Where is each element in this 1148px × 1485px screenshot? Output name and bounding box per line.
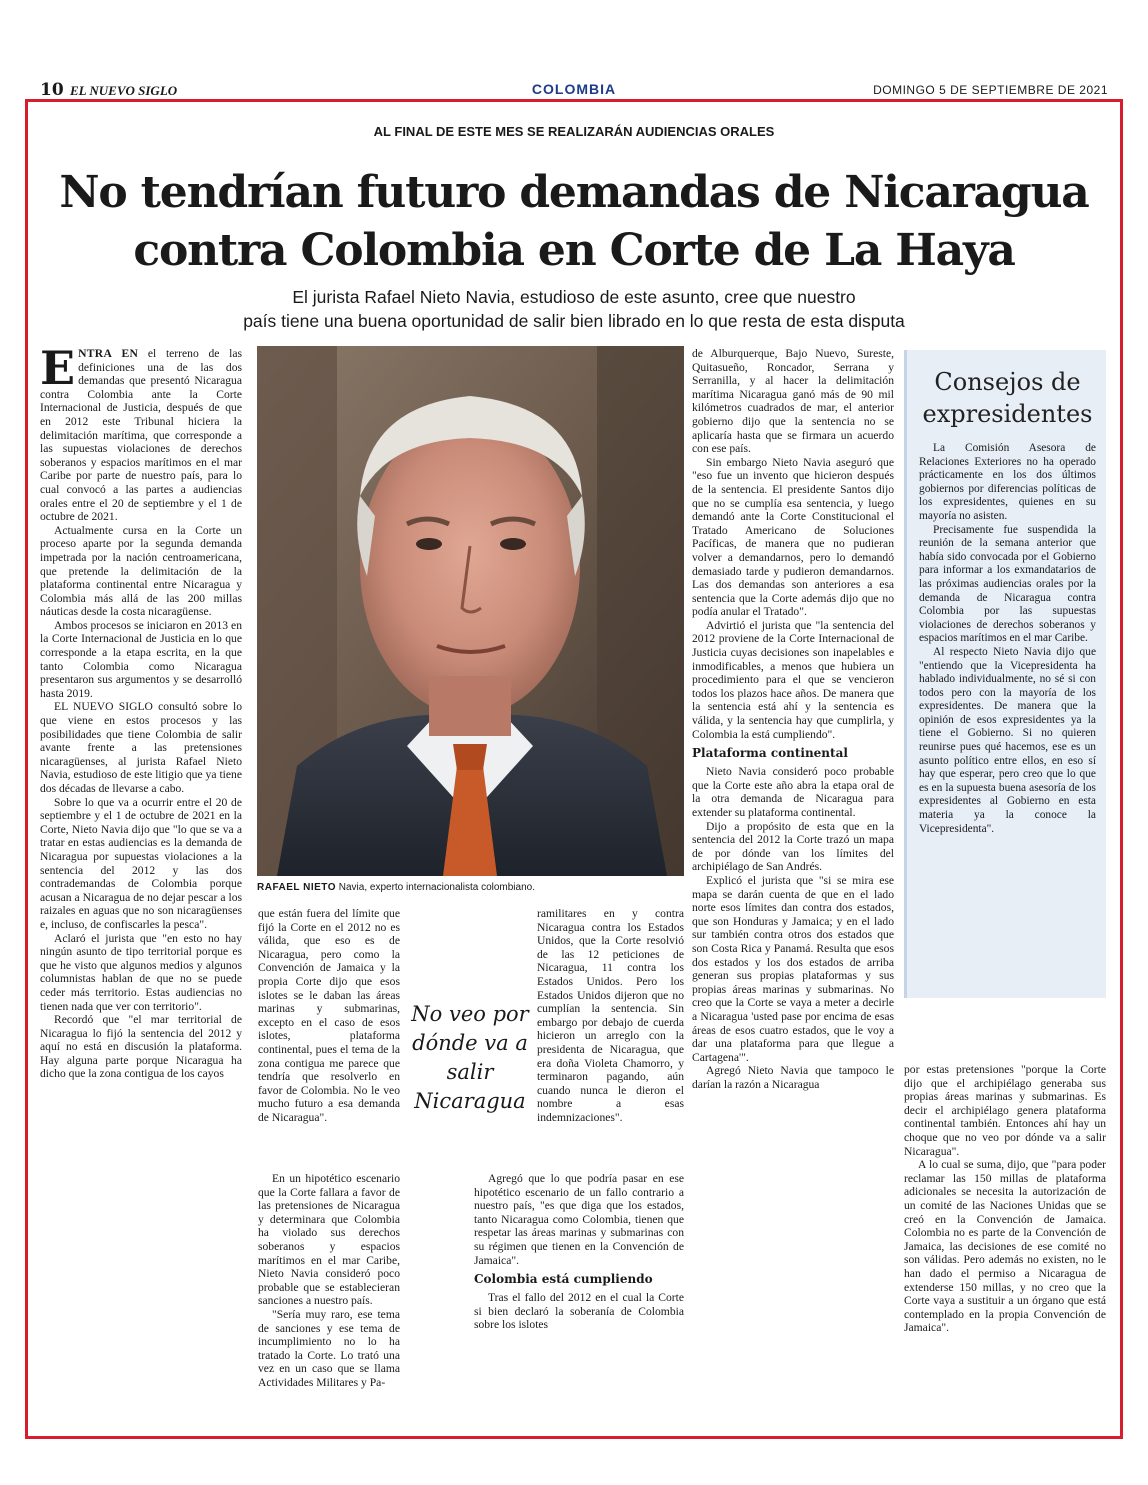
section-name: COLOMBIA bbox=[531, 81, 617, 97]
sidebar-paragraph: Precisamente fue suspendida la reunión de la semana anterior que había sido convocada por el Gobierno para informar a los exmandatarios de las próximas audiencias orales por la demanda de Nicaragua contra Colombia por las supuestas violaciones de derechos soberanos y espacios marítimos en el mar Caribe. bbox=[919, 523, 1096, 645]
drop-cap: E bbox=[40, 341, 76, 395]
article-column-3 bbox=[474, 1172, 684, 1332]
article-paragraph: Agregó Nieto Navia que tampoco le darían la razón a Nicaragua bbox=[692, 1064, 894, 1091]
article-column-1 bbox=[40, 341, 242, 1081]
article-column-4 bbox=[692, 347, 894, 1091]
masthead bbox=[40, 80, 1108, 98]
article-paragraph bbox=[40, 341, 242, 524]
headline-line: contra Colombia en Corte de La Haya bbox=[133, 225, 1015, 276]
portrait-photo bbox=[257, 346, 684, 876]
pull-quote: No veo por dónde va a salir Nicaragua bbox=[411, 1002, 529, 1113]
article-paragraph: Recordó que "el mar territorial de Nicaragua lo fijó la sentencia del 2012 y aquí no está en discusión la plataforma. Hay alguna parte porque Nicaragua ha dicho que la zona contigua de los cayos bbox=[40, 1013, 242, 1081]
sidebar-paragraph: Al respecto Nieto Navia dijo que "entiendo que la Vicepresidenta ha hablado individualmente, no sé si con todos pero con la mayoría de los expresidentes. De manera que la opinión de esos expresidentes ya la tiene el Gobierno. Si no quieren reunirse pues qué hacemos, ese es un asunto político entre ellos, en eso sí hay que esperar, pero creo que lo que es en la supuesta buena asesoría de los expresidentes al Gobierno en esta materia ya la conoce la Vicepresidenta". bbox=[919, 645, 1096, 835]
article-paragraph: ramilitares en y contra Nicaragua contra los Estados Unidos, que la Corte resolvió de las 12 peticiones de Nicaragua, 11 contra los Estados Unidos. Pero los Estados Unidos dijeron que no cumplían la sentencia. Sin embargo por debajo de cuerda hicieron un arreglo con la presidenta de Nicaragua, que era doña Violeta Chamorro, y terminaron pagando, aún cuando nunca le dieron el nombre a esas indemnizaciones". bbox=[537, 907, 684, 1124]
article-column-3-top bbox=[537, 907, 684, 1125]
sidebar-title-line: expresidentes bbox=[922, 400, 1093, 428]
sidebar-box bbox=[904, 350, 1106, 998]
article-paragraph: Agregó que lo que podría pasar en ese hipotético escenario de un fallo contrario a nuestro país, "es que diga que los estados, tanto Nicaragua como Colombia, tienen que respetar las áreas marinas y submarinas con su régimen que tienen en la Convención de Jamaica". bbox=[474, 1172, 684, 1267]
article-paragraph: Advirtió el jurista que "la sentencia del 2012 proviene de la Corte Internacional de Justicia cuyas decisiones son inapelables e inmodificables, a menos que hubiera un procedimiento para el que se vencieron todos los plazos hace años. De manera que la sentencia está ahí y la sentencia es válida, y la sentencia hay que cumplirla, y Colombia la está cumpliendo". bbox=[692, 618, 894, 741]
article-paragraph: Actualmente cursa en la Corte un proceso aparte por la segunda demanda impetrada por la nación centroamericana, que pretende la delimitación de la plataforma continental entre Nicaragua y Colombia más allá de las 200 millas náuticas desde la costa nicaragüense. bbox=[40, 523, 242, 619]
subheadline-line: país tiene una buena oportunidad de salir bien librado en lo que resta de esta disputa bbox=[243, 311, 905, 331]
subheadline bbox=[0, 285, 1148, 333]
article-paragraph: Ambos procesos se iniciaron en 2013 en la Corte Internacional de Justicia en lo que corresponde a la etapa escrita, en la que tanto Colombia como Nicaragua presentaron sus argumentos y se desarrolló hasta 2019. bbox=[40, 618, 242, 700]
article-paragraph: Sobre lo que va a ocurrir entre el 20 de septiembre y el 1 de octubre de 2021 en la Corte, Nieto Navia dijo que "lo que se va a tratar en estas audiencias es la demanda de Nicaragua por supuestas violaciones a la sentencia del 2012 y las dos contrademandas de Colombia porque acusan a Nicaragua de no dejar pescar a los raizales en aguas que no son nicaragüenses e, incluso, de confiscarles la pesca". bbox=[40, 795, 242, 931]
issue-date: DOMINGO 5 DE SEPTIEMBRE DE 2021 bbox=[873, 83, 1108, 97]
article-paragraph: En un hipotético escenario que la Corte fallara a favor de las pretensiones de Nicaragua y determinara que Colombia ha violado sus derechos soberanos y espacios marítimos en el mar Caribe, Nieto Navia consideró poco probable que se establecieran sanciones a nuestro país. bbox=[258, 1172, 400, 1308]
article-column-5 bbox=[904, 1063, 1106, 1335]
sidebar-title bbox=[919, 366, 1096, 430]
article-paragraph: por estas pretensiones "porque la Corte dijo que el archipiélago generaba sus propias áreas marinas y submarinas. Es decir el archipiélago genera plataforma continental también. Entonces ahí hay un choque que no veo por dónde va a salir Nicaragua". bbox=[904, 1063, 1106, 1158]
section-subtitle: Plataforma continental bbox=[692, 746, 848, 761]
article-paragraph: Tras el fallo del 2012 en el cual la Corte si bien declaró la soberanía de Colombia sobre los islotes bbox=[474, 1291, 684, 1332]
article-paragraph: de Alburquerque, Bajo Nuevo, Sureste, Quitasueño, Roncador, Serrana y Serranilla, y al hacer la delimitación marítima Nicaragua ganó más de 90 mil kilómetros cuadrados de mar, el anterior gobierno dijo que la sentencia no se aplicaría hasta que se firmara un acuerdo con ese país. bbox=[692, 347, 894, 456]
caption-text: Navia, experto internacionalista colombiano. bbox=[335, 882, 535, 893]
publication-name: EL NUEVO SIGLO bbox=[70, 83, 178, 98]
article-paragraph: EL NUEVO SIGLO consultó sobre lo que viene en estos procesos y las posibilidades que tiene Colombia de salir avante frente a las pretensiones nicaragüenses, al jurista Rafael Nieto Navia, estudioso de este litigio que ya tiene dos décadas de llevarse a cabo. bbox=[40, 700, 242, 795]
article-column-2 bbox=[258, 907, 400, 1125]
kicker: AL FINAL DE ESTE MES SE REALIZARÁN AUDIENCIAS ORALES bbox=[373, 124, 775, 139]
article-column-2-lower bbox=[258, 1172, 400, 1390]
subheadline-line: El jurista Rafael Nieto Navia, estudioso de este asunto, cree que nuestro bbox=[292, 287, 856, 307]
article-paragraph: Explicó el jurista que "si se mira ese mapa se darán cuenta de que en el lado norte esos límites dan contra dos estados, que son Honduras y Jamaica; y en el lado sur también contra otros dos estados que son Costa Rica y Panamá. Resulta que esos dos estados y los dos estados de arriba generan sus propias plataformas y sus propias áreas marinas y submarinas. No creo que la Corte se vaya a meter a decirle a Nicaragua 'usted pase por encima de esas áreas de esos cuatro estados, que le voy a dar una plataforma para que llegue a Cartagena'". bbox=[692, 873, 894, 1064]
photo-caption bbox=[257, 882, 684, 893]
paragraph-text: el terreno de las definiciones una de las dos demandas que presentó Nicaragua contra Colombia ante la Corte Internacional de Justicia, después de que en 2012 este Tribunal hiciera la delimitación marítima, que corresponde a las supuestas violaciones de derechos soberanos y espacios marítimos en el mar Caribe por parte de nuestro país, para lo cual convocó a las partes a audiencias orales entre el 20 de septiembre y el 1 de octubre de 2021. bbox=[40, 347, 242, 524]
article-paragraph: "Sería muy raro, ese tema de sanciones y ese tema de incumplimiento no lo ha tratado la Corte. Lo trató una vez en un caso que se llama Actividades Militares y Pa- bbox=[258, 1307, 400, 1389]
headline-line: No tendrían futuro demandas de Nicaragua bbox=[59, 167, 1089, 218]
sidebar-title-line: Consejos de bbox=[934, 368, 1081, 396]
sidebar-paragraph: La Comisión Asesora de Relaciones Exteriores no ha operado prácticamente en los dos últimos gobiernos por diferencias políticas de los expresidentes, quienes en su mayoría no asisten. bbox=[919, 442, 1096, 522]
lead-caps: NTRA EN bbox=[78, 347, 139, 360]
headline bbox=[0, 164, 1148, 280]
article-paragraph: que están fuera del límite que fijó la Corte en el 2012 no es válida, que eso es de Nicaragua, pero como la Convención de Jamaica y la propia Corte dijo que esos islotes se le daban las áreas marinas y submarinas, excepto en el caso de esos islotes, plataforma continental, pues el tema de la zona contigua me parece que tendría que resolverlo en favor de Colombia. No le veo mucho futuro a esa demanda de Nicaragua". bbox=[258, 907, 400, 1124]
page-number: 10 bbox=[40, 80, 64, 100]
article-paragraph: Aclaró el jurista que "en esto no hay ningún asunto de tipo territorial porque es que he visto que algunos medios y algunos columnistas hablan de que no se puede ceder más territorio. Estas audiencias no tienen nada que ver con territorio". bbox=[40, 931, 242, 1013]
article-paragraph: A lo cual se suma, dijo, que "para poder reclamar las 150 millas de plataforma adicionales se necesita la autorización de un comité de las Naciones Unidas que se creó en la Convención de Jamaica. Colombia no es parte de la Convención de Jamaica, las decisiones de ese comité no son válidas. Pero además no existen, no le han dado el permiso a Nicaragua de extenderse 150 millas, y no creo que la Corte vaya a sustituir a un órgano que está contemplado en la propia Convención de Jamaica". bbox=[904, 1158, 1106, 1335]
article-paragraph: Dijo a propósito de esta que en la sentencia del 2012 la Corte trazó un mapa de por dónde van los límites del archipiélago de San Andrés. bbox=[692, 819, 894, 874]
section-subtitle: Colombia está cumpliendo bbox=[474, 1272, 653, 1287]
article-paragraph: Nieto Navia consideró poco probable que la Corte este año abra la etapa oral de la otra demanda de Nicaragua para extender su plataforma continental. bbox=[692, 765, 894, 819]
caption-name: RAFAEL NIETO bbox=[257, 882, 336, 893]
article-paragraph: Sin embargo Nieto Navia aseguró que "eso fue un invento que hicieron después de la sentencia. El presidente Santos dijo que no se cumplía esa sentencia, y luego demandó ante la Corte Constitucional el Tratado Americano de Soluciones Pacíficas, de manera que no pudieran volver a demandarnos, pero lo demandó demasiado tarde y pudieron demandarnos. Las dos demandas son anteriores a esa sentencia que la Corte además dijo que no podía anular el Tratado". bbox=[692, 455, 894, 619]
sidebar-text bbox=[919, 442, 1096, 836]
portrait-illustration bbox=[257, 346, 684, 876]
